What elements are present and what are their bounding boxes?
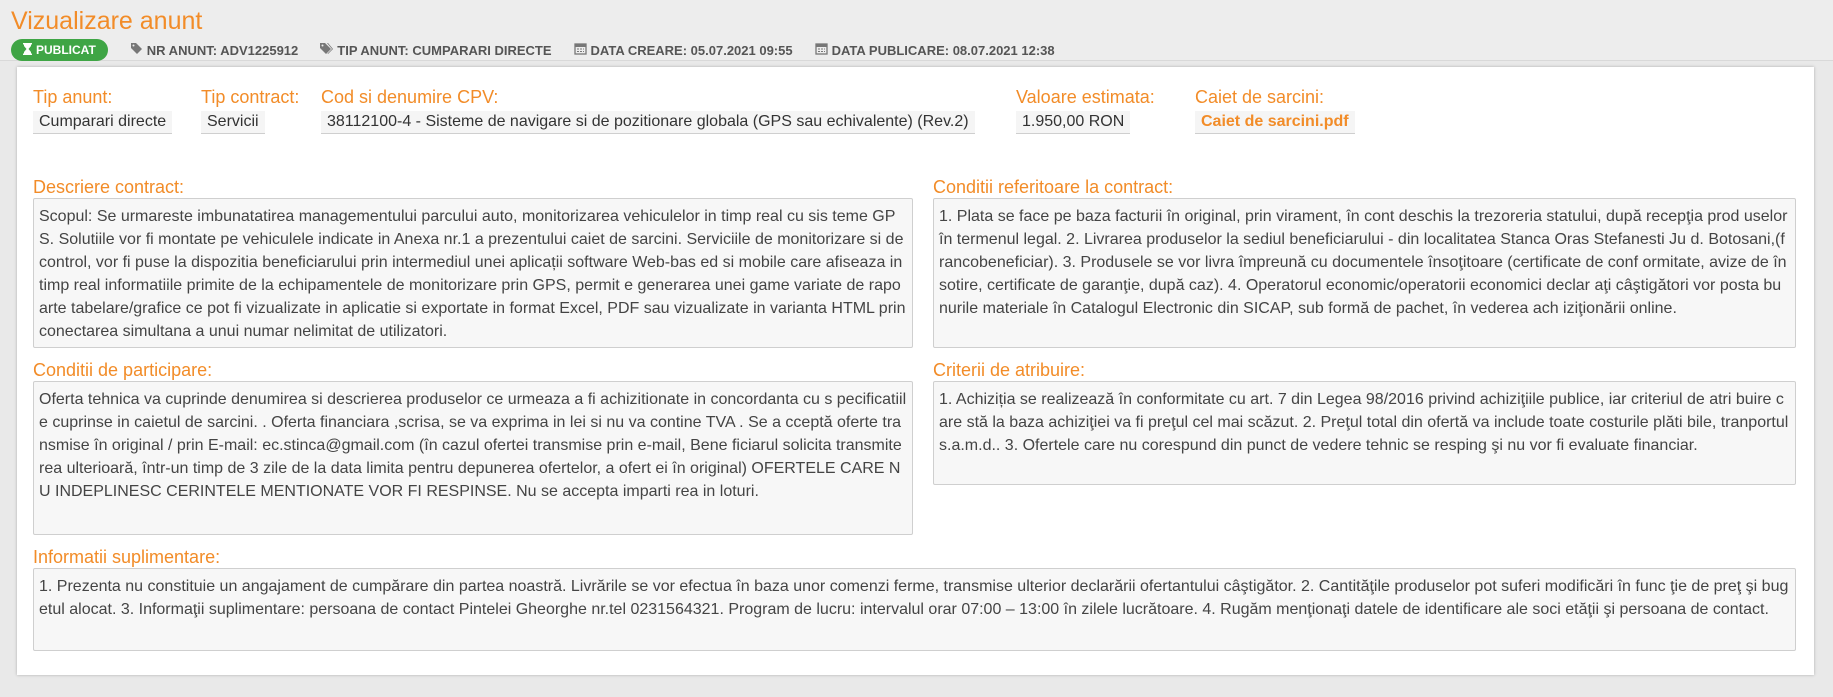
- cpv-value: 38112100-4 - Sisteme de navigare si de pozitionare globala (GPS sau echivalente) (Rev.2): [321, 111, 975, 134]
- caiet-sarcini-link[interactable]: Caiet de sarcini.pdf: [1195, 111, 1355, 134]
- tip-contract-value: Servicii: [201, 111, 265, 134]
- participare-label: Conditii de participare:: [33, 360, 213, 380]
- participare-text: Oferta tehnica va cuprinde denumirea si descrierea produselor ce urmeaza a fi achizitionate in concordanta cu s pecificatiile cuprinse in caietul de sarcini. . Oferta financiara ,scrisa, se va exprima in lei si nu va contine TVA . Se a cceptă oferte transmise în original / prin E-mail: ec.stinca@gmail.com (în cazul ofertei transmise prin e-mail, Bene ficiarul solicita transmiterea ulterioară, într-un timp de 3 zile de la data limita pentru depunerea ofertelor, a ofert ei în original) OFERTELE CARE NU INDEPLINESC CERINTELE MENTIONATE VOR FI RESPINSE. Nu se accepta imparti rea in loturi.: [33, 381, 913, 535]
- tip-anunt-value: Cumparari directe: [33, 111, 172, 134]
- status-badge: [11, 39, 108, 61]
- calendar-icon: [815, 42, 828, 58]
- caiet-field: Caiet de sarcini: Caiet de sarcini.pdf: [1195, 87, 1355, 134]
- criterii-label: Criterii de atribuire:: [933, 360, 1086, 380]
- tags-icon: [320, 42, 333, 58]
- status-text: PUBLICAT: [36, 43, 96, 57]
- descriere-label: Descriere contract:: [33, 177, 185, 197]
- conditii-contract-text: 1. Plata se face pe baza facturii în original, prin virament, în cont deschis la trezoreria statului, după recepţia prod uselor în termenul legal. 2. Livrarea produselor la sediul beneficiarului - din localitatea Stanca Oras Stefanesti Ju d. Botosani,(francobeneficiar). 3. Produsele se vor livra împreună cu documentele însoţitoare (certificate de conf ormitate, avize de însotire, certificate de garanţie, după caz). 4. Operatorul economic/operatorii economici declar aţi câştigători vor posta bunurile materiale în Catalogul Electronic din SICAP, sub formă de pachet, în vederea ach iziţionării online.: [933, 198, 1796, 348]
- data-publicare: DATA PUBLICARE: 08.07.2021 12:38: [815, 42, 1055, 58]
- page-header: [0, 0, 1833, 61]
- page-title: Vizualizare anunt: [11, 7, 203, 35]
- informatii-text: 1. Prezenta nu constituie un angajament de cumpărare din partea noastră. Livrările se vor efectua în baza unor comenzi ferme, transmise ulterior declarării ofertantului câştigător. 2. Cantităţile produselor pot suferi modificări în func ţie de preţ şi bugetul alocat. 3. Informaţii suplimentare: persoana de contact Pintelei Gheorghe nr.tel 0231564321. Program de lucru: intervalul orar 07:00 – 13:00 în zilele lucrătoare. 4. Rugăm menţionaţi datele de identificare ale soci etăţii şi persoana de contact.: [33, 568, 1796, 651]
- announcement-meta: [11, 39, 1822, 61]
- tip-anunt-field: Tip anunt: Cumparari directe: [33, 87, 172, 134]
- data-creare: DATA CREARE: 05.07.2021 09:55: [574, 42, 793, 58]
- announcement-card: [17, 67, 1814, 675]
- criterii-text: 1. Achiziția se realizează în conformitate cu art. 7 din Legea 98/2016 privind achiziţiile publice, iar criteriul de atri buire care stă la baza achiziţiei va fi preţul cel mai scăzut. 2. Preţul total din ofertă va include toate costurile plăti bile, tranportul s.a.m.d.. 3. Ofertele care nu corespund din punct de vedere tehnic se resping şi nu vor fi evaluate financiar.: [933, 381, 1796, 485]
- cpv-field: Cod si denumire CPV: 38112100-4 - Sisteme de navigare si de pozitionare globala (GPS sau echivalente) (Rev.2): [321, 87, 975, 134]
- valoare-field: Valoare estimata: 1.950,00 RON: [1016, 87, 1155, 134]
- conditii-contract-label: Conditii referitoare la contract:: [933, 177, 1174, 197]
- valoare-value: 1.950,00 RON: [1016, 111, 1130, 134]
- nr-anunt: NR ANUNT: ADV1225912: [130, 42, 298, 58]
- calendar-icon: [574, 42, 587, 58]
- hourglass-icon: [23, 43, 32, 58]
- tip-anunt: TIP ANUNT: CUMPARARI DIRECTE: [320, 42, 551, 58]
- informatii-label: Informatii suplimentare:: [33, 547, 221, 567]
- tag-icon: [130, 42, 143, 58]
- tip-contract-field: Tip contract: Servicii: [201, 87, 299, 134]
- descriere-text: Scopul: Se urmareste imbunatatirea managementului parcului auto, monitorizarea vehiculelor in timp real cu sis teme GPS. Solutiile vor fi montate pe vehiculele indicate in Anexa nr.1 a prezentului caiet de sarcini. Serviciile de monitorizare si de control, vor fi puse la dispozitia beneficiarului prin intermediul unei aplicații software Web-bas ed si mobile care afiseaza in timp real informatiile primite de la echipamentele de monitorizare prin GPS, permit e generarea unei game variate de rapoarte tabelare/grafice ce pot fi vizualizate in aplicatie si exportate in format Excel, PDF sau vizualizate in varianta HTML prin conectarea simultana a unui numar nelimitat de utilizatori.: [33, 198, 913, 348]
